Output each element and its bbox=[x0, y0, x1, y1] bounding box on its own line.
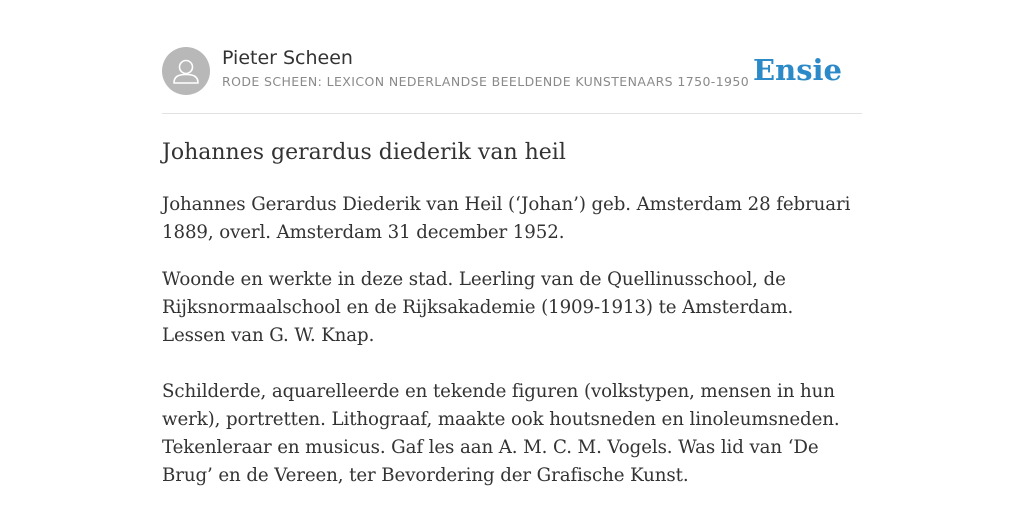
ensie-logo-link[interactable]: Ensie bbox=[753, 53, 842, 87]
article-paragraph: Schilderde, aquarelleerde en tekende figuren (volkstypen, mensen in hun werk), portretten. Lithograaf, maakte ook houtsneden en linoleumsneden. Tekenleraar en musicus. Gaf les aan A. M. C. M. Vogels. Was lid van ‘De Brug’ en de Vereen, ter Bevordering der Grafische Kunst. bbox=[162, 381, 840, 486]
article-content bbox=[162, 137, 862, 509]
user-silhouette-icon bbox=[162, 47, 210, 95]
article-paragraph: Johannes Gerardus Diederik van Heil (‘Johan’) geb. Amsterdam 28 februari 1889, overl. Amsterdam 31 december 1952. bbox=[162, 194, 851, 243]
article-title: Johannes gerardus diederik van heil bbox=[162, 140, 566, 165]
author-avatar[interactable] bbox=[162, 47, 210, 95]
source-title[interactable]: RODE SCHEEN: LEXICON NEDERLANDSE BEELDENDE KUNSTENAARS 1750-1950 bbox=[222, 74, 750, 89]
author-name[interactable]: Pieter Scheen bbox=[222, 47, 353, 69]
author-header bbox=[162, 46, 862, 96]
header-divider bbox=[162, 113, 862, 114]
article-paragraph: Woonde en werkte in deze stad. Leerling van de Quellinusschool, de Rijksnormaalschool en de Rijksakademie (1909-1913) te Amsterdam. Lessen van G. W. Knap. bbox=[162, 269, 794, 346]
